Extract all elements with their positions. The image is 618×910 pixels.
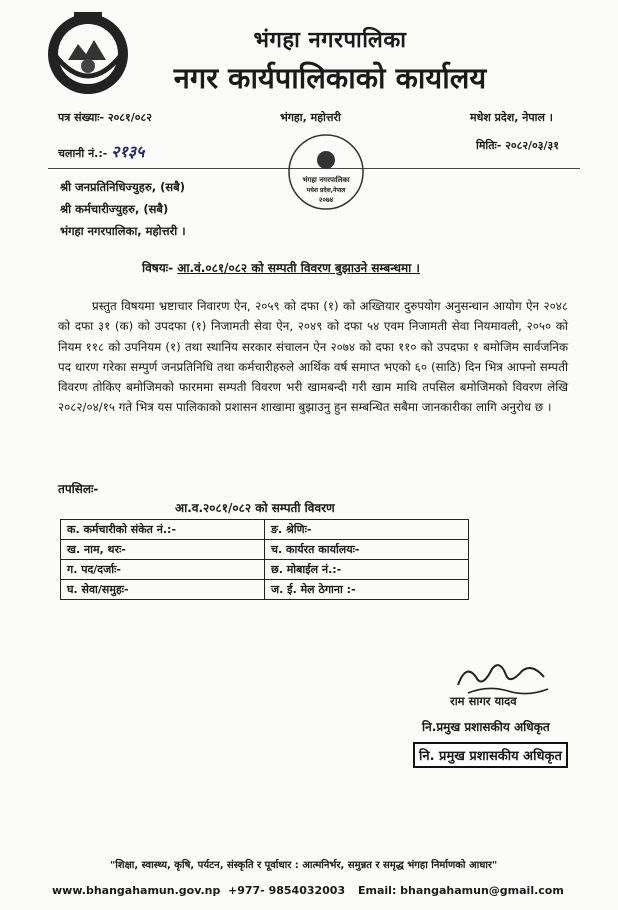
table-cell: ग. पद/दर्जाः-: [61, 560, 265, 580]
addressee-2: श्री कर्मचारीज्युहरु, (सबै): [60, 202, 169, 216]
addressee-3: भंगहा नगरपालिका, महोत्तरी ।: [60, 224, 186, 238]
table-row: [61, 560, 469, 580]
footer-phone: +977- 9854032003: [228, 884, 346, 897]
addressee-1: श्री जनप्रतिनिधिज्युहरु, (सबै): [60, 180, 185, 194]
table-cell: ज. ई. मेल ठेगाना :-: [265, 580, 469, 600]
table-cell: क. कर्मचारीको संकेत नं.:-: [61, 520, 265, 540]
subject-text: आ.वं.०८१/०८२ को सम्पती विवरण बुझाउने सम्बन्धमा ।: [177, 261, 420, 275]
letter-date: मितिः- २०८२/०३/३१: [476, 139, 559, 152]
office-name: नगर कार्यपालिकाको कार्यालय: [173, 61, 487, 95]
table-row: [61, 520, 469, 540]
dispatch-label: चलानी नं.:-: [58, 147, 108, 160]
table-row: [61, 580, 469, 600]
footer-email: Email: bhangahamun@gmail.com: [358, 884, 564, 897]
dispatch-value: २१३५: [111, 142, 145, 161]
signatory-title: नि.प्रमुख प्रशासकीय अधिकृत: [422, 720, 550, 734]
table-cell: ङ. श्रेणिः-: [265, 520, 469, 540]
table-cell: ख. नाम, थरः-: [61, 540, 265, 560]
nepal-emblem-logo: [44, 10, 132, 98]
property-details-table: [60, 519, 469, 600]
dispatch-number: [58, 140, 144, 162]
stamp-text-1: भंगहा नगरपालिका: [302, 176, 350, 184]
letter-body: प्रस्तुत विषयमा भ्रष्टाचार निवारण ऐन, २०५९ को दफा (१) को अख्तियार दुरुपयोग अनुसन्धान आयोग ऐन २०४८ को दफा ३१ (क) को उपदफा (१) निजामती सेवा ऐन, २०४९ को दफा ५४ एवम निजामती सेवा नियमावली, २०५० को नियम ११८ को उपनियम (१) तथा स्थानिय सरकार संचालन ऐन २०७४ को दफा ११० को उपदफा १ बमोजिम सार्वजनिक पद धारण गरेका सम्पुर्ण जनप्रतिनिधि तथा कर्मचारीहरुले आर्थिक वर्ष समाप्त भएको ६० (साठि) दिन भित्र आफ्नो सम्पती विवरण तोकिए बमोजिमको फारममा सम्पती विवरण भरी खामबन्दी गरी खाम माथि तपसिल बमोजिमको विवरण लेखि २०८२/०४/१५ गते भित्र यस पालिकाको प्रशासन शाखामा बुझाउनु हुन सम्बन्धित सबैमा जानकारीका लागि अनुरोध छ ।: [58, 299, 568, 415]
subject-line: [142, 259, 420, 276]
province: मधेश प्रदेश, नेपाल ।: [470, 111, 553, 124]
reference-number: पत्र संख्याः- २०८१/०८२: [58, 111, 152, 124]
details-label: तपसिलः-: [58, 482, 99, 496]
table-cell: घ. सेवा/समुहः-: [61, 580, 265, 600]
office-location: भंगहा, महोत्तरी: [280, 111, 341, 124]
table-cell: च. कार्यरत कार्यालयः-: [265, 540, 469, 560]
table-cell: छ. मोबाईल नं.:-: [265, 560, 469, 580]
office-stamp: [286, 132, 366, 212]
organization-name: भंगहा नगरपालिका: [253, 28, 407, 53]
footer-website: www.bhangahamun.gov.np: [52, 884, 221, 897]
stamp-year: २०७४: [318, 196, 334, 204]
signatory-name: राम सागर यादव: [450, 694, 517, 708]
table-row: [61, 540, 469, 560]
subject-label: विषयः-: [142, 261, 174, 275]
stamp-text-2: मधेश प्रदेश,नेपाल: [306, 187, 346, 194]
signatory-seal: नि. प्रमुख प्रशासकीय अधिकृत: [413, 742, 568, 768]
table-title: आ.व.२०८१/०८२ को सम्पती विवरण: [175, 501, 335, 515]
footer-slogan: "शिक्षा, स्वास्थ्य, कृषि, पर्यटन, संस्कृति र पूर्वाधार : आत्मनिर्भर, समुन्नत र समृद्ध भंगहा निर्माणको आधार": [110, 860, 498, 871]
